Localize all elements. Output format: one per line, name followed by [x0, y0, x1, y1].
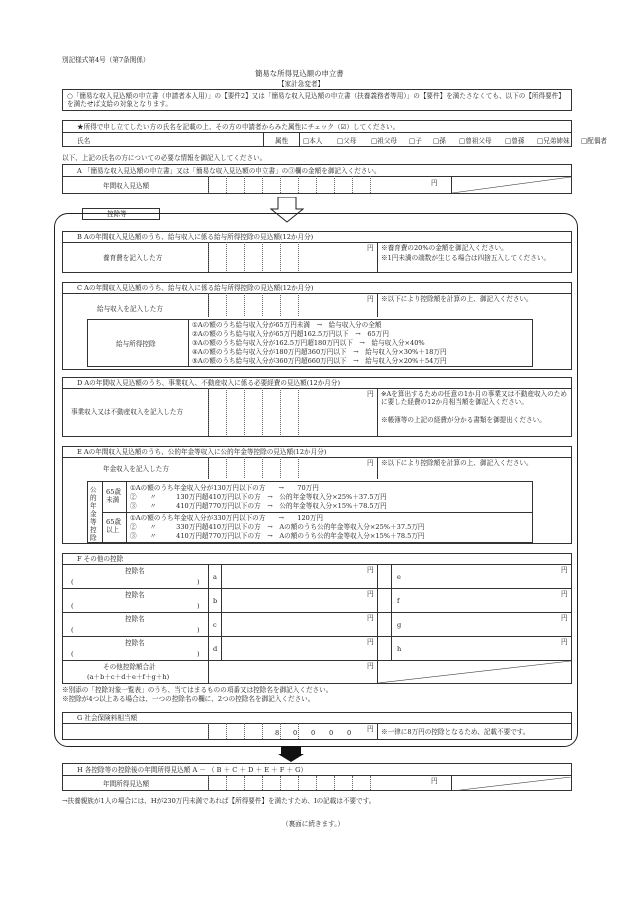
amount-field-c[interactable]: [222, 613, 376, 635]
attribute-option-child[interactable]: □子: [409, 137, 422, 145]
attribute-option-self[interactable]: □本人: [303, 137, 323, 145]
section-b-head: B Aの年間収入見込額のうち、給与収入に係る給与所得控除の見込額(12か月分): [77, 233, 314, 241]
pension-under-rule-1: ①Aの額のうち年金収入分が130万円以下の方 → 70万円: [130, 484, 319, 492]
salary-rule-5: ⑤Aの額のうち給与収入分が360万円超660万円以下 → 給与収入分×20%＋54万円: [192, 357, 447, 365]
section-g-digit-5: 0: [347, 729, 352, 737]
section-b-note1: ※養育費の20%の金額を御記入ください。: [381, 244, 508, 252]
section-c-note: ※以下により控除額を計算の上、御記入ください。: [381, 295, 533, 303]
form-number: 別記様式第4号（第7条関係）: [62, 56, 150, 64]
pension-over-rule-3: ③ 〃 410万円超770万円以下の方 → Aの額のうち公的年金等収入分×15%＋78.5万円: [130, 532, 425, 540]
pension-over-rule-1: ①Aの額のうち年金収入分が330万円以下の方 → 120万円: [130, 514, 324, 522]
other-deduction-total-unit: 円: [367, 662, 374, 670]
paren-open-d: (: [71, 650, 74, 658]
deduction-label: 控除等: [107, 210, 127, 218]
digit-divider: [262, 293, 263, 316]
section-a-amount-field[interactable]: [209, 177, 449, 192]
section-f-note2: ※控除が4つ以上ある場合は、一つの控除名の欄に、2つの控除名を御記入ください。: [62, 695, 315, 703]
amount-field-h[interactable]: [403, 637, 569, 659]
page-subtitle: 【家計急変者】: [278, 80, 325, 88]
diagonal-slash: [452, 177, 571, 193]
digit-divider: [334, 776, 335, 790]
digit-divider: [208, 293, 209, 316]
section-e-head: E Aの年間収入見込額のうち、公的年金等収入に公的年金等控除の見込額(12か月分): [77, 448, 327, 456]
deduction-name-label-b: 控除名: [125, 591, 145, 599]
section-c-label: 給与収入を記入した方: [97, 305, 163, 313]
digit-divider: [208, 176, 209, 193]
continued-note: （裏面に続きます。）: [282, 820, 345, 828]
section-d-label: 事業収入又は不動産収入を記入した方: [71, 408, 184, 416]
digit-divider: [226, 457, 227, 478]
letter-a: a: [213, 573, 217, 581]
attribute-section: [62, 120, 608, 147]
section-g-digit-3: 0: [311, 729, 316, 737]
paren-close-c: ): [197, 626, 200, 634]
pension-under-rule-2: ② 〃 130万円超410万円以下の方 → 公的年金等収入分×25%＋37.5万円: [130, 493, 387, 501]
digit-divider: [244, 457, 245, 478]
section-e: [62, 446, 572, 544]
digit-divider: [226, 242, 227, 271]
other-deduction-total-field[interactable]: [209, 661, 369, 683]
intro-text: ○「簡易な収入見込額の申立書（申請者本人用）」の【要件2】又は「簡易な収入見込額の申立書（扶養義務者等用）」の【要件】を満たさなくても、以下の【所得要件】を満たせば支給の対象となります。: [67, 92, 565, 108]
section-d-unit: 円: [367, 390, 374, 398]
amount-field-e[interactable]: [403, 565, 569, 587]
digit-divider: [208, 242, 209, 271]
attribute-label: 属性: [275, 137, 289, 145]
letter-g: g: [397, 621, 402, 629]
digit-divider: [298, 457, 299, 478]
digit-divider: [280, 242, 281, 271]
section-g-digit-2: 0: [293, 729, 298, 737]
digit-divider: [298, 723, 299, 739]
section-a-blank-cell: [452, 177, 571, 193]
section-d-amount-field[interactable]: [209, 389, 369, 436]
name-field[interactable]: [135, 134, 261, 145]
deduction-name-label-d: 控除名: [125, 639, 145, 647]
digit-divider: [208, 388, 209, 435]
unit-d: 円: [367, 638, 374, 646]
section-e-label: 年金収入を記入した方: [103, 465, 169, 473]
section-g-digit-1: 8: [275, 729, 280, 737]
attribute-option-grandchild[interactable]: □孫: [433, 137, 446, 145]
paren-open-b: (: [71, 602, 74, 610]
digit-divider: [244, 388, 245, 435]
section-c: [62, 282, 572, 370]
section-a-label: 年間収入見込額: [103, 182, 150, 190]
name-label: 氏名: [77, 137, 91, 145]
age-under-65-label: 65歳未満: [106, 488, 121, 504]
pension-over-rule-2: ② 〃 330万円超410万円以下の方 → Aの額のうち公的年金等収入分×25%＋37.5万円: [130, 523, 425, 531]
digit-divider: [280, 293, 281, 316]
section-b-unit: 円: [367, 244, 374, 252]
section-h: [62, 763, 572, 791]
digit-divider: [244, 176, 245, 193]
digit-divider: [208, 723, 209, 739]
salary-deduction-label: 給与所得控除: [116, 340, 156, 348]
digit-divider: [244, 723, 245, 739]
digit-divider: [262, 723, 263, 739]
section-c-head: C Aの年間収入見込額のうち、給与収入に係る給与所得控除の見込額(12か月分): [77, 284, 314, 292]
attribute-option-siblings[interactable]: □兄弟姉妹: [537, 137, 570, 145]
digit-divider: [262, 457, 263, 478]
pension-under-rule-3: ③ 〃 410万円超770万円以下の方 → 公的年金等収入分×15%＋78.5万円: [130, 502, 387, 510]
digit-divider: [334, 176, 335, 193]
deduction-name-field-b[interactable]: [77, 600, 195, 610]
deduction-name-field-c[interactable]: [77, 624, 195, 634]
diagonal-slash: [452, 777, 571, 791]
section-g-note: ※一律に8万円の控除となるため、記載不要です。: [381, 728, 530, 736]
diagonal-slash: [378, 661, 571, 683]
digit-divider: [208, 457, 209, 478]
unit-g: 円: [561, 614, 568, 622]
pension-side-label: 公的年金等控除: [90, 486, 97, 542]
unit-a: 円: [367, 566, 374, 574]
lead-text: 以下、上記の氏名の方についての必要な情報を御記入してください。: [62, 154, 267, 162]
attribute-option-grandparents[interactable]: □祖父母: [371, 137, 398, 145]
digit-divider: [226, 293, 227, 316]
paren-open-a: (: [71, 578, 74, 586]
digit-divider: [208, 776, 209, 790]
section-f-head: F その他の控除: [77, 555, 124, 563]
section-e-note: ※以下により控除額を計算の上、御記入ください。: [381, 459, 533, 467]
other-deduction-formula: (a＋b＋c＋d＋e＋f＋g＋h): [87, 673, 170, 681]
digit-divider: [298, 293, 299, 316]
deduction-name-label-a: 控除名: [125, 567, 145, 575]
digit-divider: [316, 776, 317, 790]
page-title: 簡易な所得見込額の申立書: [255, 69, 344, 78]
letter-c: c: [213, 621, 217, 629]
footer-note: →扶養親族が1人の場合には、Hが230万円未満であれば【所得要件】を満たすため、Iの記載は不要です。: [62, 797, 376, 805]
digit-divider: [370, 776, 371, 790]
section-g-unit: 円: [367, 725, 374, 733]
digit-divider: [298, 776, 299, 790]
section-d-note1: ※Aを算出するための任意の1か月の事業又は不動産収入のために要した経費の12か月相当額を御記入ください。: [381, 390, 567, 406]
unit-c: 円: [367, 614, 374, 622]
section-b-label: 養育費を記入した方: [103, 254, 163, 262]
section-d-head: D Aの年間収入見込額のうち、事業収入、不動産収入に係る必要経費の見込額(12か月分): [77, 379, 341, 387]
digit-divider: [262, 776, 263, 790]
digit-divider: [262, 242, 263, 271]
salary-rule-1: ①Aの額のうち給与収入分が65万円未満 → 給与収入分の全額: [192, 321, 382, 329]
digit-divider: [226, 776, 227, 790]
digit-divider: [280, 388, 281, 435]
attribute-instruction: ★所得で申し立てしたい方の氏名を記載の上、その方の申請者からみた属性にチェック（☑）してください。: [77, 123, 400, 131]
salary-deduction-table: [87, 319, 533, 367]
digit-divider: [226, 176, 227, 193]
digit-divider: [352, 176, 353, 193]
paren-open-c: (: [71, 626, 74, 634]
section-h-label: 年間所得見込額: [103, 780, 150, 788]
digit-divider: [280, 176, 281, 193]
digit-divider: [262, 176, 263, 193]
attribute-option-parents[interactable]: □父母: [337, 137, 357, 145]
digit-divider: [298, 388, 299, 435]
section-e-unit: 円: [367, 459, 374, 467]
letter-e: e: [397, 573, 401, 581]
other-deduction-total-label: その他控除額合計: [103, 663, 156, 671]
amount-field-g[interactable]: [403, 613, 569, 635]
section-h-blank-cell: [452, 776, 571, 790]
amount-field-b[interactable]: [222, 589, 376, 611]
digit-divider: [298, 242, 299, 271]
section-b: [62, 231, 572, 273]
unit-h: 円: [561, 638, 568, 646]
unit-b: 円: [367, 590, 374, 598]
deduction-name-label-c: 控除名: [125, 615, 145, 623]
paren-close-a: ): [197, 578, 200, 586]
salary-rule-2: ②Aの額のうち給与収入分が65万円超162.5万円以下 → 65万円: [192, 330, 389, 338]
section-h-head: H 各控除等の控除後の年間所得見込額 A － （ B ＋ C ＋ D ＋ E ＋ F ＋ G）: [77, 766, 308, 774]
intro-box: [62, 89, 572, 111]
letter-d: d: [213, 645, 218, 653]
pension-deduction-table: [87, 481, 533, 543]
deduction-name-field-d[interactable]: [77, 648, 195, 658]
digit-divider: [280, 457, 281, 478]
digit-divider: [226, 388, 227, 435]
attribute-option-spouse[interactable]: □配偶者: [581, 137, 608, 145]
section-a-head: A 「簡易な収入見込額の申立書」又は「簡易な収入見込額の申立書」の③欄の金額を御記入ください。: [77, 167, 381, 175]
age-over-65-label: 65歳以上: [106, 518, 121, 534]
deduction-name-field-a[interactable]: [77, 576, 195, 586]
section-d: [62, 377, 572, 437]
digit-divider: [244, 776, 245, 790]
digit-divider: [280, 776, 281, 790]
digit-divider: [352, 776, 353, 790]
digit-divider: [244, 293, 245, 316]
section-h-unit: 円: [431, 777, 438, 785]
section-g: [62, 712, 572, 740]
section-g-digit-4: 0: [329, 729, 334, 737]
salary-rule-4: ④Aの額のうち給与収入分が180万円超360万円以下 → 給与収入分×30%＋18万円: [192, 348, 447, 356]
digit-divider: [316, 176, 317, 193]
section-a-unit: 円: [431, 179, 438, 187]
section-c-amount-field[interactable]: [209, 294, 369, 317]
letter-f: f: [397, 597, 400, 605]
unit-f: 円: [561, 590, 568, 598]
paren-close-b: ): [197, 602, 200, 610]
letter-h: h: [397, 645, 402, 653]
section-b-note2: ※1円未満の端数が生じる場合は四捨五入してください。: [381, 254, 551, 262]
section-f-blank-cell: [378, 661, 571, 683]
amount-field-a[interactable]: [222, 565, 376, 587]
amount-field-d[interactable]: [222, 637, 376, 659]
digit-divider: [244, 242, 245, 271]
section-c-unit: 円: [367, 295, 374, 303]
digit-divider: [370, 176, 371, 193]
digit-divider: [226, 723, 227, 739]
amount-field-f[interactable]: [403, 589, 569, 611]
digit-divider: [298, 176, 299, 193]
paren-close-d: ): [197, 650, 200, 658]
section-d-note2: ※帳簿等の上記の経費が分かる書類を御提出ください。: [381, 416, 546, 424]
attribute-option-great-grandchild[interactable]: □曾孫: [505, 137, 525, 145]
digit-divider: [280, 723, 281, 739]
salary-rule-3: ③Aの額のうち給与収入分が162.5万円超180万円以下 → 給与収入分×40%: [192, 339, 425, 347]
section-g-head: G 社会保険料相当額: [77, 714, 138, 722]
section-a: [62, 164, 572, 194]
digit-divider: [262, 388, 263, 435]
section-f: [62, 553, 572, 684]
section-e-amount-field[interactable]: [209, 458, 369, 479]
letter-b: b: [213, 597, 218, 605]
attribute-option-great-grandparents[interactable]: □曾祖父母: [459, 137, 492, 145]
unit-e: 円: [561, 566, 568, 574]
section-f-note1: ※別添の「控除対象一覧表」のうち、当てはまるものの項番又は控除名を御記入ください。: [62, 686, 333, 694]
